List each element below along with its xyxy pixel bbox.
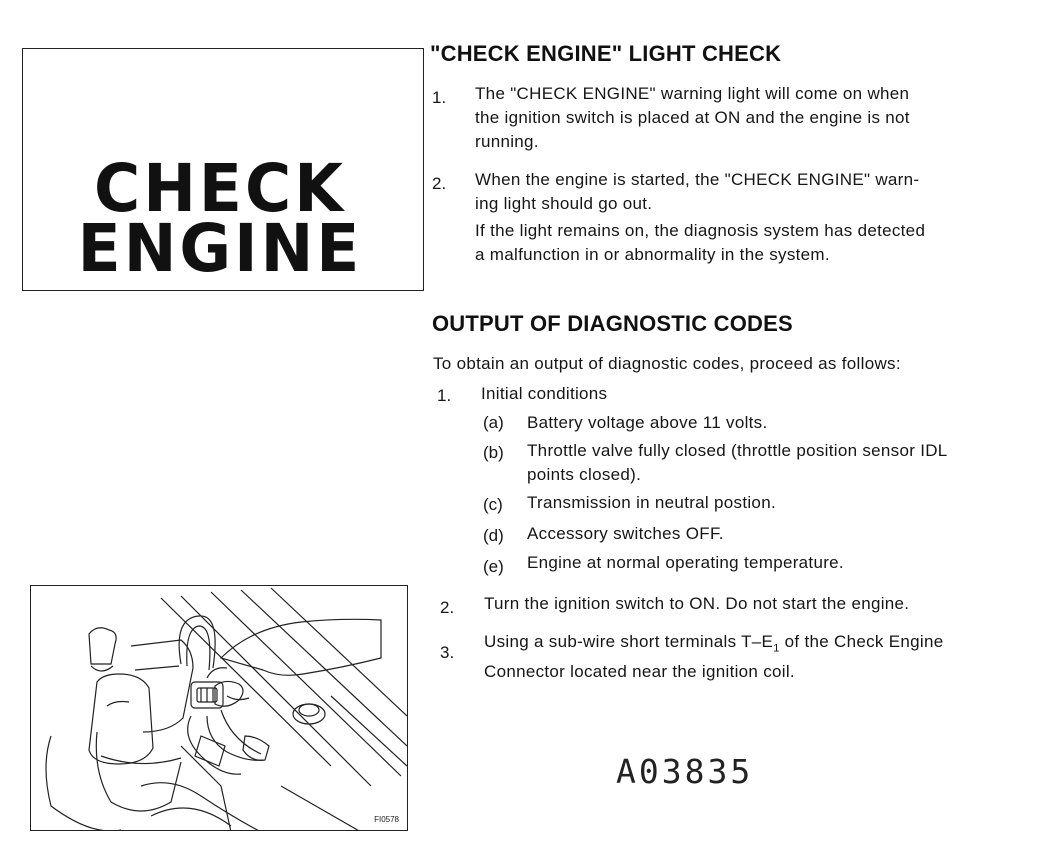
section2-intro: To obtain an output of diagnostic codes, proceed as follows: (433, 354, 901, 373)
section-title-light-check: "CHECK ENGINE" LIGHT CHECK (430, 41, 782, 66)
step2-number: 2. (440, 598, 455, 617)
connector-illustration (30, 585, 408, 831)
condition-e-text: Engine at normal operating temperature. (527, 553, 844, 572)
check-engine-text-line2: ENGINE (77, 210, 363, 287)
condition-a-text: Battery voltage above 11 volts. (527, 413, 768, 432)
item2-note: If the light remains on, the diagnosis system has detected a malfunction in or abnormality in the system. (475, 221, 926, 264)
check-engine-figure (22, 48, 424, 291)
condition-c-label: (c) (483, 495, 503, 514)
step3-number: 3. (440, 643, 455, 662)
condition-b-label: (b) (483, 443, 504, 462)
condition-d-label: (d) (483, 526, 504, 545)
condition-a-label: (a) (483, 413, 504, 432)
condition-e-label: (e) (483, 557, 504, 576)
item1-text: The "CHECK ENGINE" warning light will come on when the ignition switch is placed at ON and the engine is not running. (475, 84, 910, 151)
engine-bay-drawing (31, 586, 408, 831)
step1-text: Initial conditions (481, 384, 608, 403)
item1-number: 1. (432, 88, 447, 107)
item2-text: When the engine is started, the "CHECK ENGINE" warn- ing light should go out. (475, 170, 920, 213)
condition-d-text: Accessory switches OFF. (527, 524, 724, 543)
check-engine-text-line1: CHECK (93, 150, 347, 227)
section-title-diagnostic-codes: OUTPUT OF DIAGNOSTIC CODES (432, 311, 793, 336)
document-id: A03835 (616, 752, 754, 791)
step2-text: Turn the ignition switch to ON. Do not start the engine. (484, 594, 910, 613)
condition-b-text: Throttle valve fully closed (throttle position sensor IDL points closed). (527, 441, 948, 484)
step3-text: Using a sub-wire short terminals $T-E_1$ of the Check Engine Connector located near the ignition coil. (484, 632, 944, 682)
step1-number: 1. (437, 386, 452, 405)
condition-c-text: Transmission in neutral postion. (527, 493, 776, 512)
figure-code: FI0578 (374, 815, 399, 824)
item2-number: 2. (432, 174, 447, 193)
